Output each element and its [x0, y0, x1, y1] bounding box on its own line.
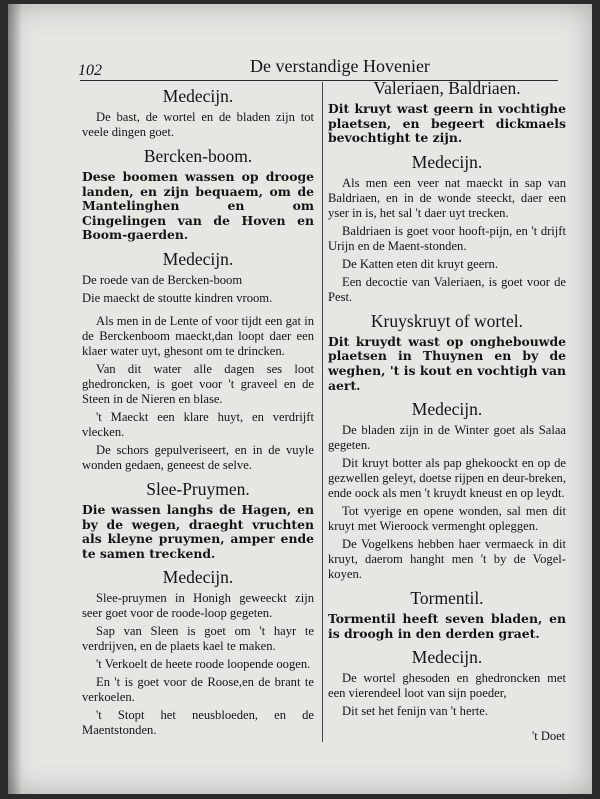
- paragraph: De bladen zijn in de Winter goet als Salaa gegeten.: [328, 423, 566, 453]
- blackletter-paragraph: Dit kruydt wast op onghebouwde plaetsen in Thuynen en by de weghen, 't is kout en vochtigh van aert.: [328, 333, 566, 393]
- heading-medecijn: Medecijn.: [162, 567, 234, 588]
- blackletter-paragraph: Dese boomen wassen op drooge landen, en zijn bequaem, om de Mantelinghen en om Cingelingen van de Hoven en Boom-gaerden.: [82, 169, 314, 243]
- heading-medecijn: Medecijn.: [162, 248, 234, 269]
- heading-kruyskruyt: Kruyskruyt of wortel.: [370, 310, 524, 331]
- book-page: [8, 4, 592, 794]
- paragraph: De wortel ghesoden en ghedroncken met een vierendeel loot van sijn poeder,: [328, 671, 566, 701]
- left-column: [82, 84, 314, 741]
- paragraph: Sap van Sleen is goet om 't hayr te verdrijven, en de plaets kael te maken.: [82, 624, 314, 654]
- paragraph: Dit set het fenijn van 't herte.: [342, 704, 489, 719]
- paragraph: 't Stopt het neusbloeden, en de Maentstonden.: [82, 708, 314, 738]
- verse-line: Die maeckt de stoutte kindren vroom.: [82, 290, 273, 305]
- heading-tormentil: Tormentil.: [410, 588, 484, 609]
- catchword: 't Doet: [532, 729, 566, 743]
- heading-bercken-boom: Bercken-boom.: [143, 146, 253, 166]
- heading-valeriaen: Valeriaen, Baldriaen.: [373, 78, 521, 98]
- verse-line: De roede van de Bercken-boom: [82, 272, 243, 287]
- paragraph: Als men een veer nat maeckt in sap van Baldriaen, en in de wonde steeckt, daer een yser in is, het sal 't daer uyt trecken.: [328, 175, 566, 220]
- paragraph: Slee-pruymen in Honigh geweeckt zijn seer goet voor de roode-loop gegeten.: [82, 591, 314, 621]
- page-number: 102: [78, 62, 102, 79]
- running-title: De verstandige Hovenier: [250, 56, 430, 76]
- blackletter-paragraph: Dit kruyt wast geern in vochtighe plaetsen, en begeert dickmaels bevochtight te zijn.: [328, 101, 566, 146]
- blackletter-paragraph: Tormentil heeft seven bladen, en is droogh in den derden graet.: [328, 611, 566, 641]
- paragraph: Dit kruyt botter als pap ghekoockt en op de gezwellen geleyt, doetse rijpen en deur-breken, ende oock als men 't kruydt kneust en op leydt.: [328, 456, 566, 501]
- heading-medecijn: Medecijn.: [411, 647, 483, 668]
- column-divider: [322, 82, 323, 742]
- blackletter-paragraph: Die wassen langhs de Hagen, en by de wegen, draeght vruchten als kleyne pruymen, amper ende te samen treckend.: [82, 501, 314, 561]
- paragraph: 't Verkoelt de heete roode loopende oogen.: [96, 657, 311, 672]
- paragraph: De Katten eten dit kruyt geern.: [342, 256, 498, 271]
- heading-medecijn: Medecijn.: [411, 399, 483, 420]
- right-column: [328, 78, 566, 722]
- paragraph: Als men in de Lente of voor tijdt een gat in de Berckenboom maeckt,dan loopt daer een klaer water uyt, ghesont om te drincken.: [82, 313, 314, 358]
- paragraph: Van dit water alle dagen ses loot ghedroncken, is goet voor 't graveel en de Steen in de Nieren en blase.: [82, 361, 314, 406]
- heading-slee-pruymen: Slee-Pruymen.: [146, 478, 250, 499]
- paragraph: Baldriaen is goet voor hooft-pijn, en 't drijft Urijn en de Maent-stonden.: [328, 223, 566, 253]
- paragraph: Tot vyerige en opene wonden, sal men dit kruyt met Wieroock vermenght opleggen.: [328, 504, 566, 534]
- paragraph: Een decoctie van Valeriaen, is goet voor de Pest.: [328, 274, 566, 304]
- heading-medecijn: Medecijn.: [162, 86, 234, 106]
- paragraph: De Vogelkens hebben haer vermaeck in dit kruyt, daerom hanght men 't by de Vogel-koyen.: [328, 537, 566, 582]
- paragraph: 't Maeckt een klare huyt, en verdrijft vlecken.: [82, 409, 314, 439]
- heading-medecijn: Medecijn.: [411, 151, 483, 172]
- paragraph: En 't is goet voor de Roose,en de brant te verkoelen.: [82, 675, 314, 705]
- paragraph: De bast, de wortel en de bladen zijn tot veele dingen goet.: [82, 110, 314, 139]
- paragraph: De schors gepulveriseert, en in de vuyle wonden gedaen, geneest de selve.: [82, 442, 314, 472]
